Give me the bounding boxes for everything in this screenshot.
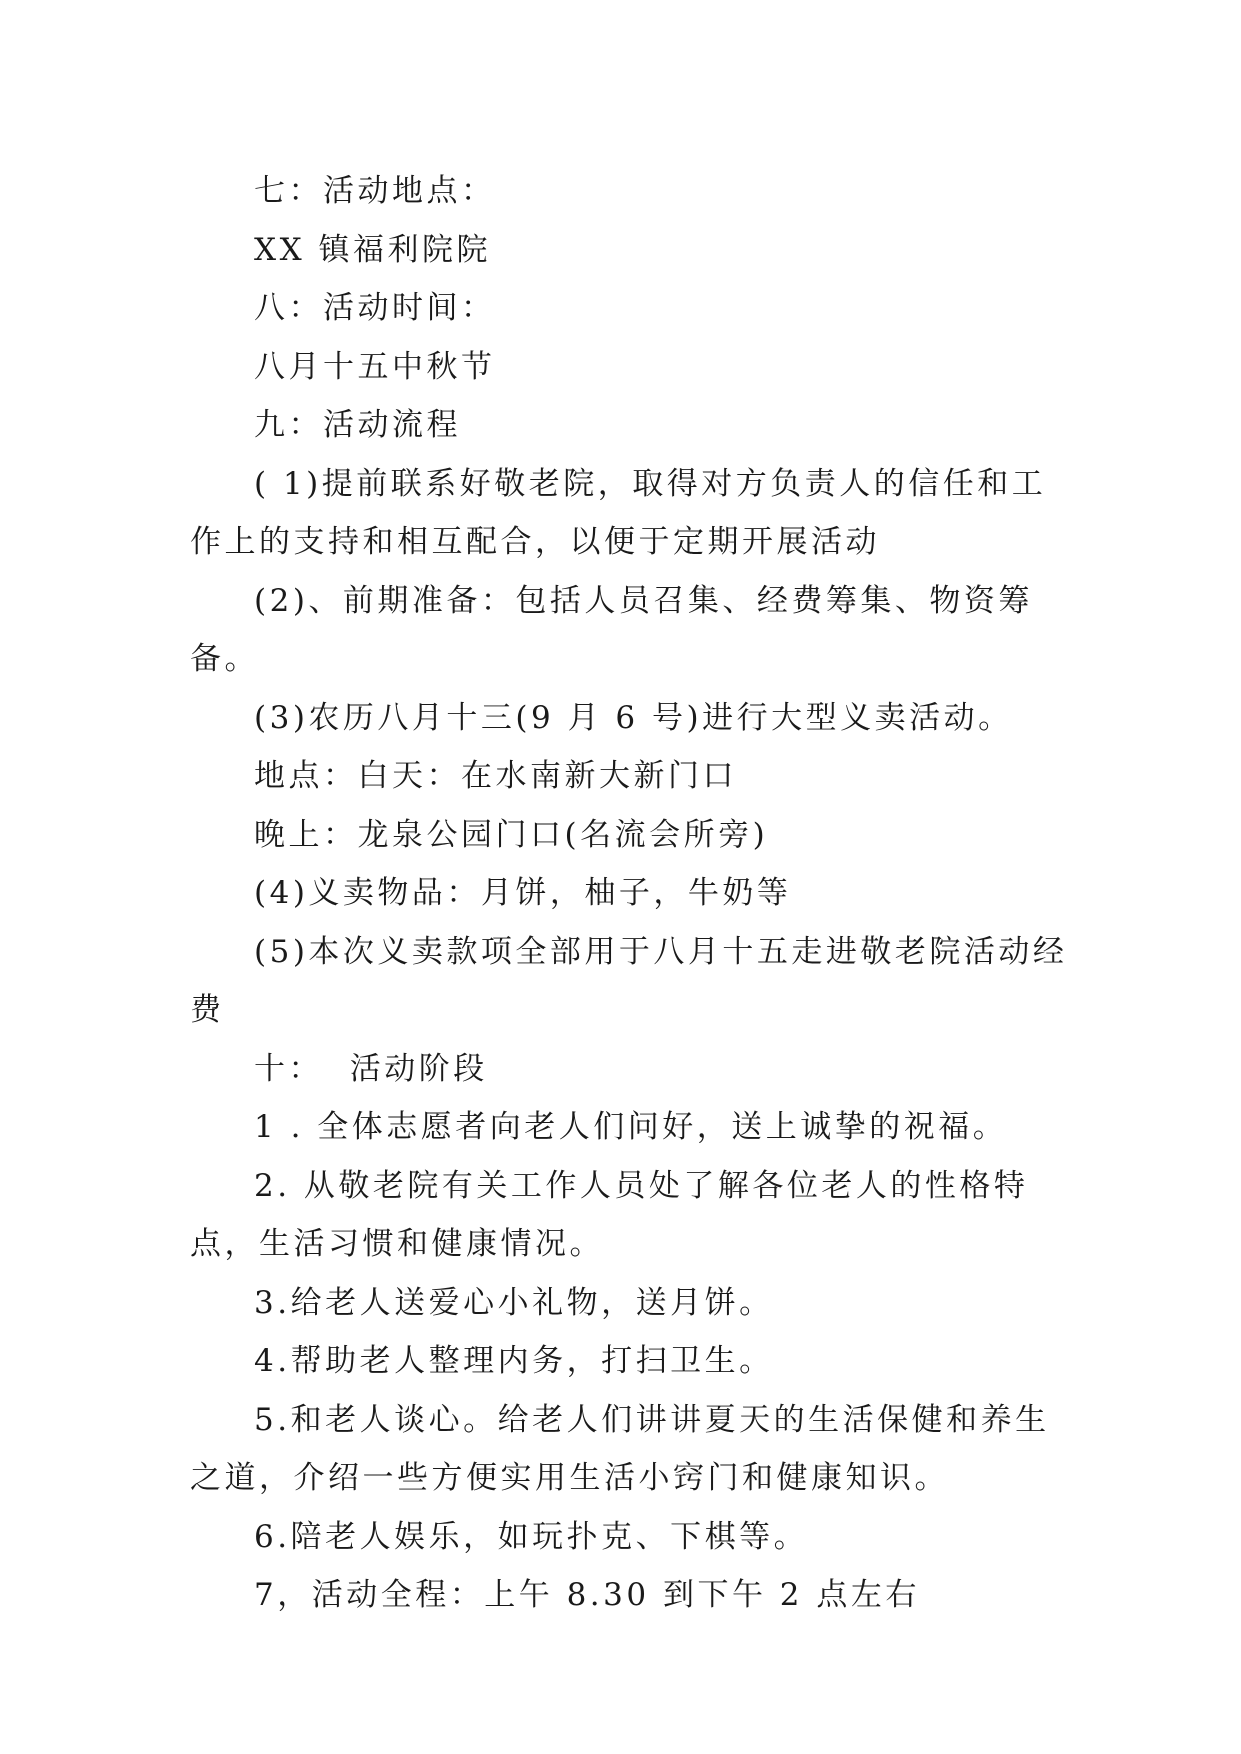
stage-item-7: 7，活动全程：上午 8.30 到下午 2 点左右 xyxy=(254,1577,920,1613)
section-heading-stages: 十： 活动阶段 xyxy=(254,1050,488,1087)
process-step-5: (5)本次义卖款项全部用于八月十五走进敬老院活动经费 xyxy=(190,933,1068,1028)
process-step-2: (2)、前期准备：包括人员召集、经费筹集、物资筹备。 xyxy=(190,582,1033,677)
section-heading-process: 九：活动流程 xyxy=(254,407,461,443)
process-step-3: (3)农历八月十三(9 月 6 号)进行大型义卖活动。 xyxy=(254,699,1013,736)
sale-location-day: 地点：白天：在水南新大新门口 xyxy=(254,758,737,794)
section-heading-time: 八：活动时间： xyxy=(254,290,496,326)
location-value: XX 镇福利院院 xyxy=(254,231,491,268)
process-step-1: ( 1)提前联系好敬老院，取得对方负责人的信任和工作上的支持和相互配合，以便于定期开展活动 xyxy=(190,465,1047,560)
stage-item-1: 1 . 全体志愿者向老人们问好，送上诚挚的祝福。 xyxy=(254,1109,1008,1145)
stage-item-2: 2. 从敬老院有关工作人员处了解各位老人的性格特点，生活习惯和健康情况。 xyxy=(190,1167,1029,1262)
process-step-4: (4)义卖物品：月饼，柚子，牛奶等 xyxy=(254,875,792,911)
stage-item-3: 3.给老人送爱心小礼物，送月饼。 xyxy=(254,1284,774,1321)
section-heading-location: 七：活动地点： xyxy=(254,173,496,209)
stage-item-5: 5.和老人谈心。给老人们讲讲夏天的生活保健和养生之道，介绍一些方便实用生活小窍门和健康知识。 xyxy=(190,1401,1050,1496)
stage-item-4: 4.帮助老人整理内务，打扫卫生。 xyxy=(254,1343,774,1379)
stage-item-6: 6.陪老人娱乐，如玩扑克、下棋等。 xyxy=(254,1518,809,1555)
document-body xyxy=(190,162,1070,1625)
sale-location-night: 晚上：龙泉公园门口(名流会所旁) xyxy=(254,816,769,853)
time-value: 八月十五中秋节 xyxy=(254,348,496,385)
